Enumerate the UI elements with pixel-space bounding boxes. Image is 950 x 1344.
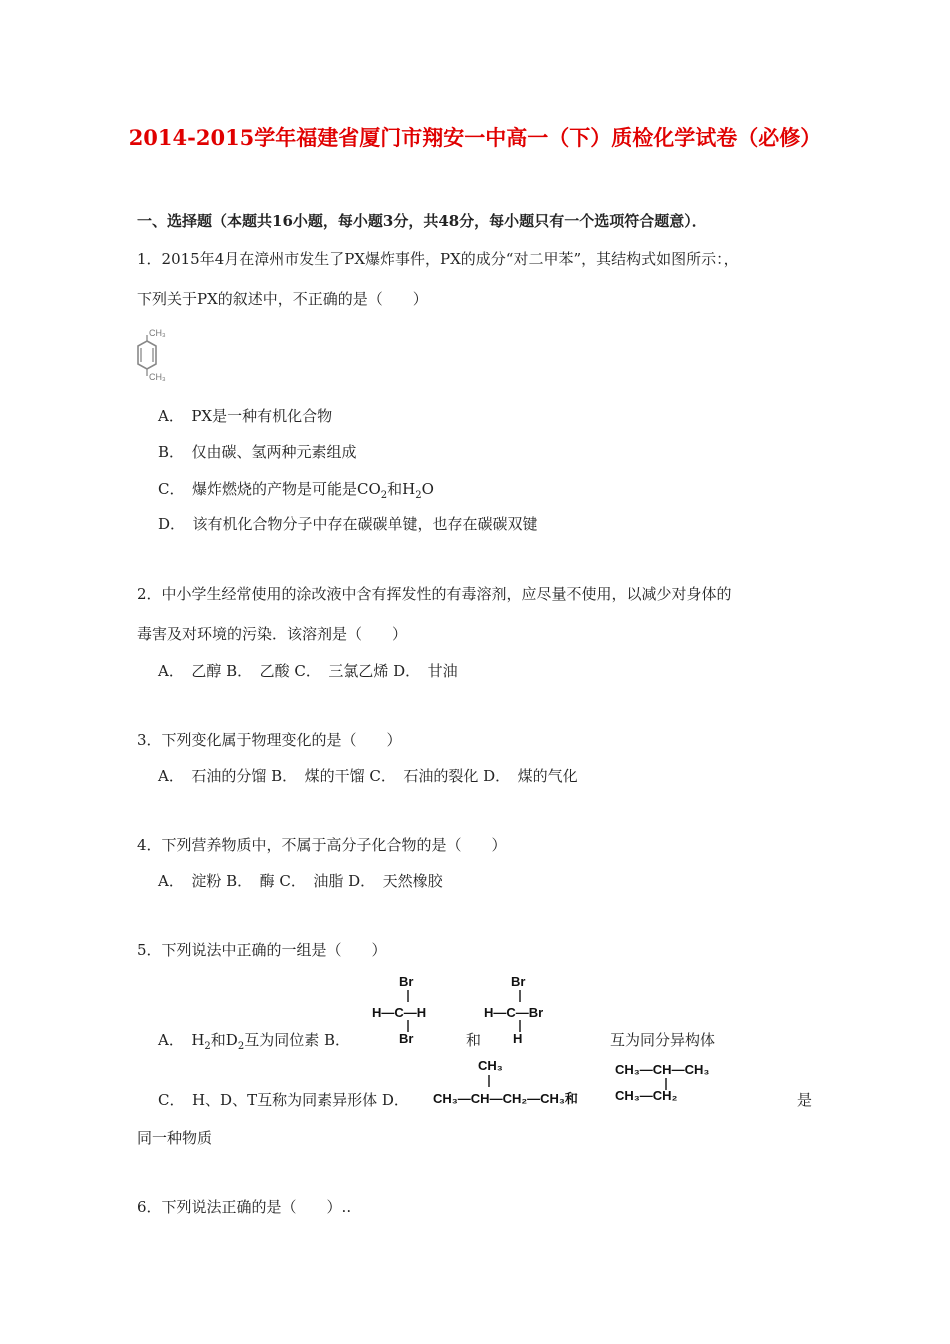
q2-stem-line1: 2．中小学生经常使用的涂改液中含有挥发性的有毒溶剂，应尽量不使用，以减少对身体的 <box>137 585 732 603</box>
q4-stem: 4．下列营养物质中，不属于高分子化合物的是（ ） <box>137 836 507 854</box>
q4-options: A． 淀粉 B． 酶 C． 油脂 D． 天然橡胶 <box>158 872 443 890</box>
m4-line2: CH₃—CH₂ <box>615 1088 678 1103</box>
m2-bond-lines <box>518 988 522 1038</box>
page-title: 2014-2015学年福建省厦门市翔安一中高一（下）质检化学试卷（必修） <box>128 125 822 150</box>
q5-isomer-text: 互为同分异构体 <box>610 1031 716 1049</box>
q5-option-cd: C． H、D、T互称为同素异形体 D． <box>158 1091 409 1109</box>
q3-stem: 3．下列变化属于物理变化的是（ ） <box>137 731 402 749</box>
q3-options: A． 石油的分馏 B． 煤的干馏 C． 石油的裂化 D． 煤的气化 <box>158 767 578 785</box>
q2-options: A． 乙醇 B． 乙酸 C． 三氯乙烯 D． 甘油 <box>158 662 458 680</box>
m2-top-br: Br <box>511 974 526 989</box>
section-heading: 一、选择题（本题共16小题，每小题3分，共48分，每小题只有一个选项符合题意）． <box>137 212 707 230</box>
m1-main-row: H—C—H <box>372 1005 427 1020</box>
m1-bottom-br: Br <box>399 1031 414 1046</box>
m4-line1: CH₃—CH—CH₃ <box>615 1062 710 1077</box>
m1-top-br: Br <box>399 974 414 989</box>
m3-bond-line <box>487 1074 491 1088</box>
q1-option-c: C． 爆炸燃烧的产物是可能是$CO_2$和$H_2O$ <box>158 480 434 501</box>
q5-and-text: 和 <box>466 1031 482 1049</box>
m2-bottom-h: H <box>513 1031 523 1046</box>
m3-methyl-top: CH₃ <box>478 1058 503 1073</box>
q1-option-b: B． 仅由碳、氢两种元素组成 <box>158 443 357 461</box>
q6-stem: 6．下列说法正确的是（ ）.. <box>137 1198 352 1216</box>
ch3-top-label: CH₃ <box>149 328 166 338</box>
m2-main-row: H—C—Br <box>484 1005 544 1020</box>
m3-main-chain: CH₃—CH—CH₂—CH₃和 <box>433 1091 578 1106</box>
q5-stem: 5．下列说法中正确的一组是（ ） <box>137 941 387 959</box>
q1-stem-line2: 下列关于PX的叙述中，不正确的是（ ） <box>137 290 428 308</box>
m1-bond-lines <box>406 988 410 1038</box>
ch3-bottom-label: CH₃ <box>149 372 166 382</box>
q1-stem-line1: 1．2015年4月在漳州市发生了PX爆炸事件，PX的成分“对二甲苯”，其结构式如图所示：， <box>137 250 739 268</box>
q5-same-substance-text: 同一种物质 <box>137 1129 213 1147</box>
q1-option-a: A． PX是一种有机化合物 <box>158 407 333 425</box>
q5-option-ab: A． $H_2$和$D_2$互为同位素 B． <box>158 1031 350 1052</box>
q1-option-d: D． 该有机化合物分子中存在碳碳单键，也存在碳碳双键 <box>158 515 538 533</box>
q2-stem-line2: 毒害及对环境的污染．该溶剂是（ ） <box>137 625 408 643</box>
q5-is-text: 是 <box>797 1091 813 1109</box>
